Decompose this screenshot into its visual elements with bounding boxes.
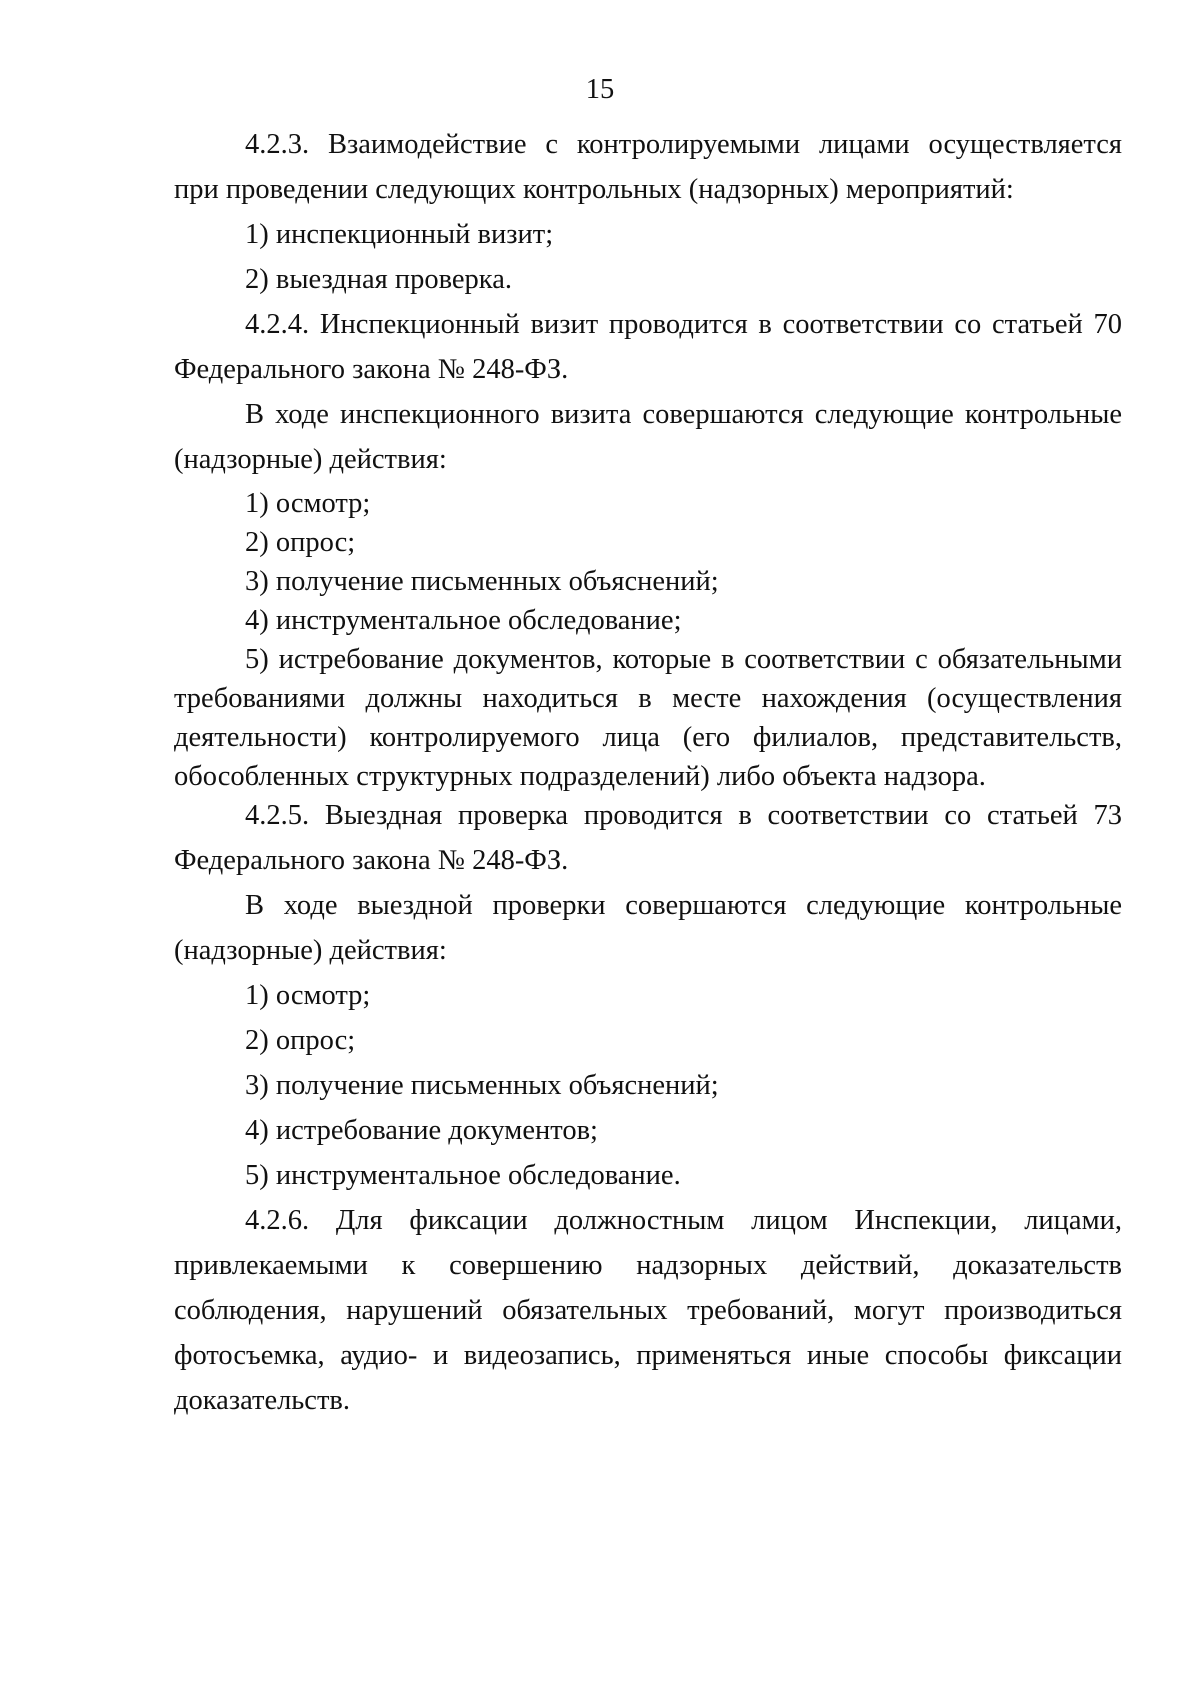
- text-line: Федерального закона № 248-ФЗ.: [174, 354, 569, 385]
- text-line: 4.2.6. Для фиксации должностным лицом Инспекции, лицами,: [245, 1205, 1122, 1236]
- text-line: В ходе выездной проверки совершаются следующие контрольные: [245, 890, 1122, 921]
- page-number: 15: [585, 74, 615, 105]
- list-item: 3) получение письменных объяснений;: [245, 566, 719, 597]
- list-item: 5) инструментальное обследование.: [245, 1160, 681, 1191]
- text-line: доказательств.: [174, 1385, 350, 1416]
- text-line: деятельности) контролируемого лица (его филиалов, представительств,: [174, 722, 1122, 753]
- text-line: Федерального закона № 248-ФЗ.: [174, 845, 569, 876]
- text-line: В ходе инспекционного визита совершаются следующие контрольные: [245, 399, 1122, 430]
- list-item: 3) получение письменных объяснений;: [245, 1070, 719, 1101]
- text-line: 4.2.5. Выездная проверка проводится в соответствии со статьей 73: [245, 800, 1122, 831]
- list-item: 1) осмотр;: [245, 488, 371, 519]
- list-item: 4) истребование документов;: [245, 1115, 598, 1146]
- list-item: 5) истребование документов, которые в соответствии с обязательными: [245, 644, 1122, 675]
- text-line: (надзорные) действия:: [174, 935, 447, 966]
- text-line: фотосъемка, аудио- и видеозапись, применяться иные способы фиксации: [174, 1340, 1122, 1371]
- text-line: соблюдения, нарушений обязательных требований, могут производиться: [174, 1295, 1122, 1326]
- list-item: 1) осмотр;: [245, 980, 371, 1011]
- list-item: 2) опрос;: [245, 1025, 356, 1056]
- text-line: 4.2.4. Инспекционный визит проводится в соответствии со статьей 70: [245, 309, 1122, 340]
- list-item: 4) инструментальное обследование;: [245, 605, 682, 636]
- text-line: 4.2.3. Взаимодействие с контролируемыми лицами осуществляется: [245, 129, 1122, 160]
- text-line: привлекаемыми к совершению надзорных действий, доказательств: [174, 1250, 1122, 1281]
- text-line: обособленных структурных подразделений) либо объекта надзора.: [174, 761, 986, 792]
- text-line: при проведении следующих контрольных (надзорных) мероприятий:: [174, 174, 1014, 205]
- text-line: (надзорные) действия:: [174, 444, 447, 475]
- list-item: 2) выездная проверка.: [245, 264, 512, 295]
- list-item: 2) опрос;: [245, 527, 356, 558]
- text-line: требованиями должны находиться в месте нахождения (осуществления: [174, 683, 1122, 714]
- list-item: 1) инспекционный визит;: [245, 219, 554, 250]
